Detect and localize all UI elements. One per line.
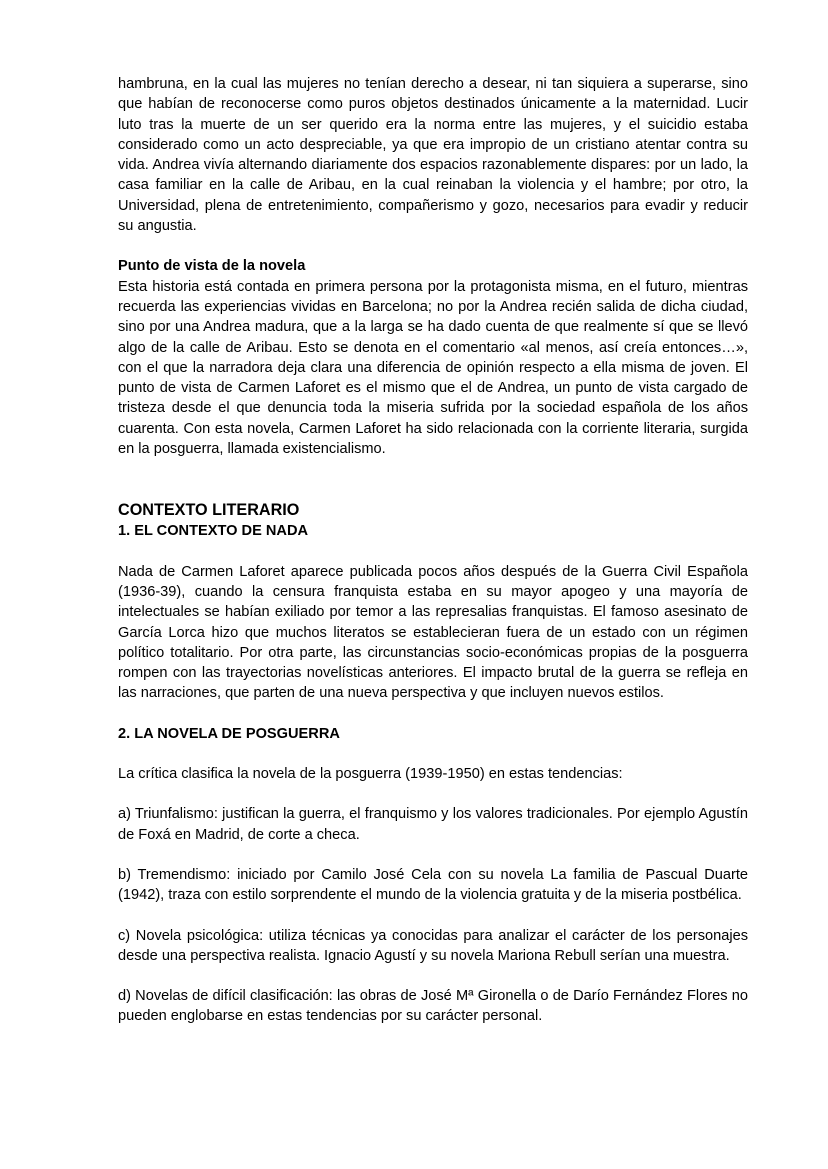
tendencia-item: d) Novelas de difícil clasificación: las obras de José Mª Gironella o de Darío Fernández Flores no pueden englobarse en estas tendencias por su carácter personal. — [118, 988, 748, 1025]
section-title-contexto: CONTEXTO LITERARIO — [118, 501, 300, 520]
tendencia-item: c) Novela psicológica: utiliza técnicas ya conocidas para analizar el carácter de los personajes desde una perspectiva realista. Ignacio Agustí y su novela Mariona Rebull serían una muestra. — [118, 927, 748, 964]
tendencia-item: a) Triunfalismo: justifican la guerra, el franquismo y los valores tradicionales. Por ejemplo Agustín de Foxá en Madrid, de corte a checa. — [118, 806, 748, 843]
tendencia-item: b) Tremendismo: iniciado por Camilo José Cela con su novela La familia de Pascual Duarte (1942), traza con estilo sorprendente el mundo de la violencia gratuita y de la miseria postbélica. — [118, 866, 748, 904]
section2-title: 2. LA NOVELA DE POSGUERRA — [118, 725, 340, 742]
section1-title: 1. EL CONTEXTO DE NADA — [118, 523, 309, 540]
intro-paragraph: hambruna, en la cual las mujeres no tenían derecho a desear, ni tan siquiera a superarse, sino que habían de reconocerse como puros objetos destinados únicamente a la maternidad. Lucir luto tras la muerte de un ser querido era la norma entre las mujeres, y el suicidio estaba considerado como un acto despreciable, ya que era impropio de un cristiano atentar contra su vida. Andrea vivía alternando diariamente dos espacios razonablemente dispares: por un lado, la casa familiar en la calle de Aribau, en la cual reinaban la violencia y el hambre; por otro, la Universidad, plena de entretenimiento, compañerismo y gozo, necesarios para evadir y reducir su angustia. — [118, 76, 748, 235]
section2-intro: La crítica clasifica la novela de la posguerra (1939-1950) en estas tendencias: — [118, 766, 623, 783]
section1-paragraph: Nada de Carmen Laforet aparece publicada pocos años después de la Guerra Civil Española (1936-39), cuando la censura franquista estaba en su mayor apogeo y una mayoría de intelectuales se habían exiliado por temor a las represalias franquistas. El famoso asesinato de García Lorca hizo que muchos literatos se establecieran fuera de un estado con un régimen político totalitario. Por otra parte, las circunstancias socio-económicas propias de la posguerra rompen con las trayectorias novelísticas anteriores. El impacto brutal de la guerra se refleja en las narraciones, que parten de una nueva perspectiva y que incluyen nuevos estilos. — [118, 563, 748, 702]
pov-heading: Punto de vista de la novela — [118, 258, 306, 275]
pov-paragraph: Esta historia está contada en primera persona por la protagonista misma, en el futuro, mientras recuerda las experiencias vividas en Barcelona; no por la Andrea recién salida de dicha ciudad, sino por una Andrea madura, que a la larga se ha dado cuenta de que realmente sí que se llevó algo de la calle de Aribau. Esto se denota en el comentario «al menos, así creía entonces…», con el que la narradora deja clara una diferencia de opinión respecto a ella misma de joven. El punto de vista de Carmen Laforet es el mismo que el de Andrea, un punto de vista cargado de tristeza desde el que denuncia toda la miseria sufrida por la sociedad española de los años cuarenta. Con esta novela, Carmen Laforet ha sido relacionada con la corriente literaria, surgida en la posguerra, llamada existencialismo. — [118, 278, 748, 458]
document-page — [118, 74, 748, 1027]
